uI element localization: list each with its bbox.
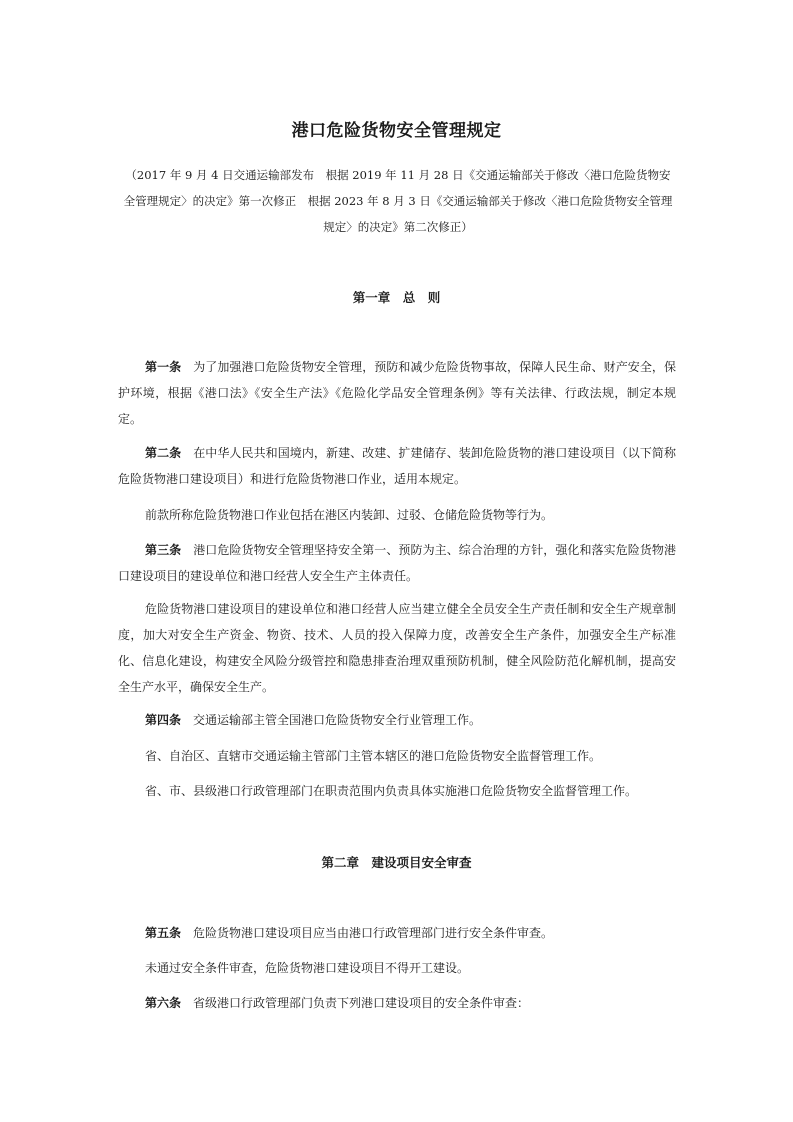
article-number: 第一条 — [145, 360, 182, 374]
article-text: 在中华人民共和国境内，新建、改建、扩建储存、装卸危险货物的港口建设项目（以下简称危险货物港口建设项目）和进行危险货物港口作业，适用本规定。 — [118, 446, 676, 486]
article-number: 第六条 — [145, 996, 182, 1010]
article-paragraph — [118, 502, 676, 528]
article-text: 危险货物港口建设项目的建设单位和港口经营人应当建立健全全员安全生产责任制和安全生产规章制度，加大对安全生产资金、物资、技术、人员的投入保障力度，改善安全生产条件，加强安全生产标准化、信息化建设，构建安全风险分级管控和隐患排查治理双重预防机制，健全风险防范化解机制，提高安全生产水平，确保安全生产。 — [118, 602, 676, 694]
article-paragraph — [118, 440, 676, 492]
document-title: 港口危险货物安全管理规定 — [291, 121, 502, 141]
article-text: 省、自治区、直辖市交通运输主管部门主管本辖区的港口危险货物安全监督管理工作。 — [145, 749, 602, 763]
article-paragraph — [118, 596, 676, 700]
article-paragraph — [118, 955, 676, 981]
chapter-heading-1: 第一章 总 则 — [352, 290, 441, 305]
article-number: 第三条 — [145, 543, 182, 557]
article-number: 第五条 — [145, 926, 182, 940]
article-paragraph — [118, 920, 676, 946]
article-paragraph — [118, 990, 676, 1016]
article-paragraph — [118, 778, 676, 804]
article-number: 第四条 — [145, 713, 182, 727]
article-text: 前款所称危险货物港口作业包括在港区内装卸、过驳、仓储危险货物等行为。 — [145, 508, 554, 522]
article-text: 交通运输部主管全国港口危险货物安全行业管理工作。 — [193, 713, 482, 727]
article-text: 省级港口行政管理部门负责下列港口建设项目的安全条件审查： — [193, 996, 530, 1010]
article-text: 危险货物港口建设项目应当由港口行政管理部门进行安全条件审查。 — [193, 926, 554, 940]
chapter-heading-2: 第二章 建设项目安全审查 — [321, 855, 472, 870]
article-paragraph — [118, 537, 676, 589]
article-text: 未通过安全条件审查，危险货物港口建设项目不得开工建设。 — [145, 961, 470, 975]
article-number: 第二条 — [145, 446, 182, 460]
document-subtitle: （2017 年 9 月 4 日交通运输部发布 根据 2019 年 11 月 28 日《交通运输部关于修改〈港口危险货物安全管理规定〉的决定》第一次修正 根据 2023 年 8 月 3 日《交通运输部关于修改〈港口危险货物安全管理规定〉的决定》第二次修正） — [123, 168, 673, 234]
article-text: 省、市、县级港口行政管理部门在职责范围内负责具体实施港口危险货物安全监督管理工作。 — [145, 784, 638, 798]
article-text: 为了加强港口危险货物安全管理，预防和减少危险货物事故，保障人民生命、财产安全，保护环境，根据《港口法》《安全生产法》《危险化学品安全管理条例》等有关法律、行政法规，制定本规定。 — [118, 360, 676, 426]
article-paragraph — [118, 707, 676, 733]
article-text: 港口危险货物安全管理坚持安全第一、预防为主、综合治理的方针，强化和落实危险货物港口建设项目的建设单位和港口经营人安全生产主体责任。 — [118, 543, 676, 583]
article-paragraph — [118, 354, 676, 432]
article-paragraph — [118, 743, 676, 769]
